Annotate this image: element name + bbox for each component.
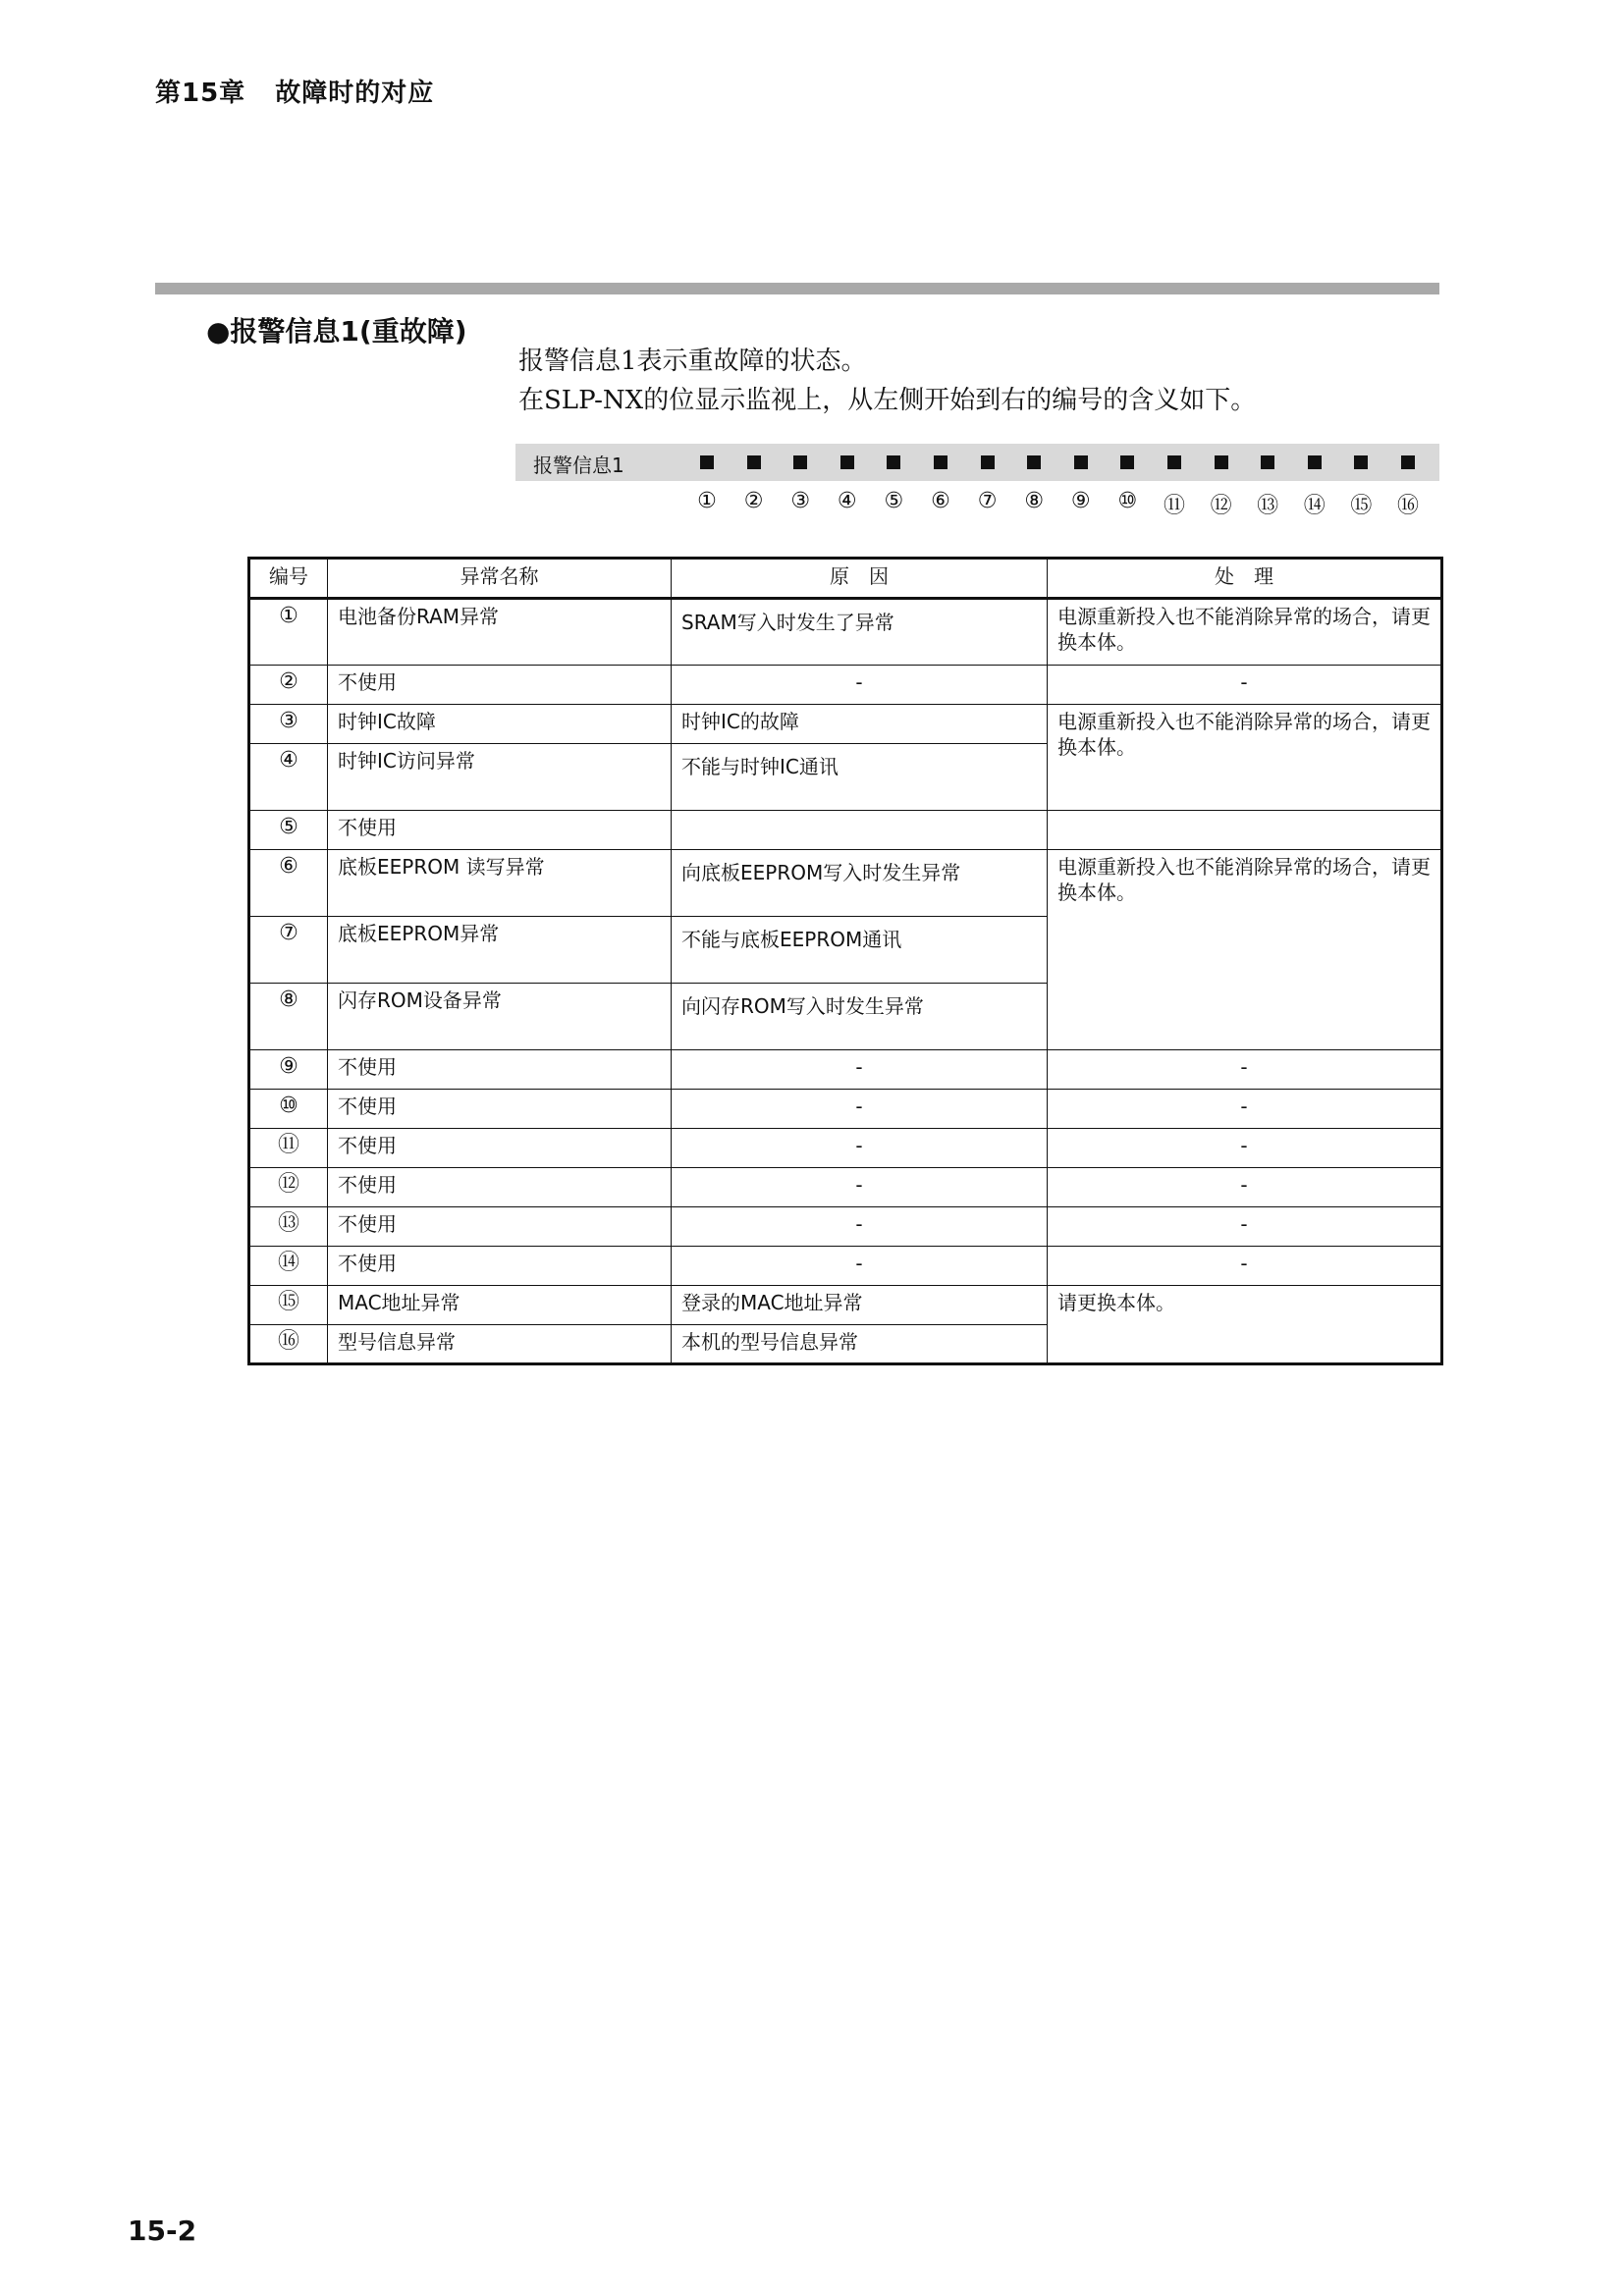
table-row: [249, 1168, 1442, 1207]
alarm-bit-number: ⑮: [1350, 494, 1373, 518]
alarm-bit-number: ⑤: [884, 489, 904, 513]
row-name: 不使用: [328, 666, 672, 705]
section-divider: [155, 283, 1439, 294]
row-name: 不使用: [328, 811, 672, 850]
row-number: ⑪: [249, 1129, 328, 1168]
alarm-bit-square: [1401, 455, 1415, 469]
alarm-bit-number: ⑫: [1210, 494, 1232, 518]
alarm-bit-number: ⑬: [1257, 494, 1279, 518]
row-action: 电源重新投入也不能消除异常的场合，请更换本体。: [1048, 599, 1442, 666]
row-name: 不使用: [328, 1129, 672, 1168]
alarm-bit-square: [1261, 455, 1274, 469]
alarm-bit-number: ⑧: [1024, 489, 1045, 513]
row-cause: -: [672, 1090, 1048, 1129]
header-action: 处 理: [1048, 559, 1442, 599]
row-cause: [672, 811, 1048, 850]
alarm-bit-square: [1167, 455, 1181, 469]
row-number: ⑦: [249, 917, 328, 984]
row-action: -: [1048, 1207, 1442, 1247]
alarm-bit-square: [1074, 455, 1088, 469]
table-row: [249, 599, 1442, 666]
row-cause: 向底板EEPROM写入时发生异常: [672, 850, 1048, 917]
row-name: 不使用: [328, 1207, 672, 1247]
row-name: 闪存ROM设备异常: [328, 984, 672, 1050]
row-name: 底板EEPROM 读写异常: [328, 850, 672, 917]
alarm-bit-number: ⑨: [1070, 489, 1091, 513]
row-number: ⑮: [249, 1286, 328, 1325]
row-name: 不使用: [328, 1168, 672, 1207]
table-row: [249, 1129, 1442, 1168]
row-number: ⑨: [249, 1050, 328, 1090]
row-cause: 本机的型号信息异常: [672, 1325, 1048, 1364]
row-name: 时钟IC访问异常: [328, 744, 672, 811]
row-cause: 不能与底板EEPROM通讯: [672, 917, 1048, 984]
row-action: 请更换本体。: [1048, 1286, 1442, 1364]
row-name: 不使用: [328, 1050, 672, 1090]
row-number: ⑫: [249, 1168, 328, 1207]
row-action: 电源重新投入也不能消除异常的场合，请更换本体。: [1048, 850, 1442, 1050]
row-cause: SRAM写入时发生了异常: [672, 599, 1048, 666]
alarm-bit-square: [1027, 455, 1041, 469]
alarm-bit-square: [981, 455, 995, 469]
section-title: ●报警信息1(重故障): [206, 315, 467, 347]
row-cause: -: [672, 1129, 1048, 1168]
row-cause: -: [672, 1050, 1048, 1090]
alarm-bit-square: [1308, 455, 1322, 469]
table-row: [249, 1247, 1442, 1286]
alarm-bit-square: [1354, 455, 1368, 469]
alarm-bit-square: [1120, 455, 1134, 469]
intro-line-2: 在SLP-NX的位显示监视上，从左侧开始到右的编号的含义如下。: [518, 386, 1257, 415]
row-cause: 向闪存ROM写入时发生异常: [672, 984, 1048, 1050]
row-number: ⑭: [249, 1247, 328, 1286]
row-number: ②: [249, 666, 328, 705]
row-action: [1048, 811, 1442, 850]
alarm-bar-label: 报警信息1: [533, 454, 624, 477]
row-number: ③: [249, 705, 328, 744]
row-action: -: [1048, 1090, 1442, 1129]
table-row: [249, 1286, 1442, 1325]
row-number: ①: [249, 599, 328, 666]
row-action: 电源重新投入也不能消除异常的场合，请更换本体。: [1048, 705, 1442, 811]
alarm-bit-bar: [515, 444, 1439, 481]
alarm-bit-square: [887, 455, 900, 469]
table-row: [249, 705, 1442, 744]
alarm-bit-square: [793, 455, 807, 469]
alarm-bit-number: ⑩: [1117, 489, 1138, 513]
section-intro: [518, 342, 1256, 420]
table-row: [249, 1050, 1442, 1090]
alarm-bit-square: [1215, 455, 1228, 469]
row-name: 不使用: [328, 1090, 672, 1129]
row-action: -: [1048, 1168, 1442, 1207]
header-name: 异常名称: [328, 559, 672, 599]
alarm-bit-square: [840, 455, 854, 469]
chapter-header: [155, 73, 434, 109]
row-number: ⑤: [249, 811, 328, 850]
alarm-bit-square: [747, 455, 761, 469]
row-name: 型号信息异常: [328, 1325, 672, 1364]
row-name: 时钟IC故障: [328, 705, 672, 744]
table-row: [249, 1207, 1442, 1247]
alarm-bit-number: ②: [743, 489, 764, 513]
row-number: ⑩: [249, 1090, 328, 1129]
row-number: ⑥: [249, 850, 328, 917]
row-cause: 登录的MAC地址异常: [672, 1286, 1048, 1325]
row-cause: -: [672, 666, 1048, 705]
row-action: -: [1048, 1129, 1442, 1168]
row-name: MAC地址异常: [328, 1286, 672, 1325]
row-action: -: [1048, 666, 1442, 705]
chapter-title: 故障时的对应: [275, 79, 435, 108]
row-cause: -: [672, 1207, 1048, 1247]
alarm-bit-number: ⑥: [931, 489, 950, 513]
alarm-bit-square: [934, 455, 947, 469]
intro-line-1: 报警信息1表示重故障的状态。: [518, 347, 867, 376]
alarm-bit-number: ⑪: [1163, 494, 1185, 518]
chapter-number: 第15章: [155, 79, 246, 108]
alarm-bit-number: ⑯: [1396, 494, 1419, 518]
alarm-bit-number: ⑭: [1303, 494, 1326, 518]
table-header-row: [249, 559, 1442, 599]
row-name: 底板EEPROM异常: [328, 917, 672, 984]
alarm-table: [247, 557, 1443, 1365]
table-row: [249, 850, 1442, 917]
row-number: ⑧: [249, 984, 328, 1050]
page-number: 15-2: [128, 2215, 197, 2247]
header-number: 编号: [249, 559, 328, 599]
row-number: ⑯: [249, 1325, 328, 1364]
row-cause: 时钟IC的故障: [672, 705, 1048, 744]
row-action: -: [1048, 1050, 1442, 1090]
header-cause: 原 因: [672, 559, 1048, 599]
table-row: [249, 1090, 1442, 1129]
row-cause: 不能与时钟IC通讯: [672, 744, 1048, 811]
alarm-bit-number: ④: [837, 489, 857, 513]
alarm-bit-number: ①: [697, 489, 717, 513]
row-name: 不使用: [328, 1247, 672, 1286]
table-row: [249, 811, 1442, 850]
table-row: [249, 666, 1442, 705]
alarm-bit-square: [700, 455, 714, 469]
row-name: 电池备份RAM异常: [328, 599, 672, 666]
row-action: -: [1048, 1247, 1442, 1286]
alarm-bit-number: ③: [790, 489, 811, 513]
alarm-bit-number: ⑦: [977, 489, 998, 513]
row-number: ⑬: [249, 1207, 328, 1247]
row-number: ④: [249, 744, 328, 811]
row-cause: -: [672, 1247, 1048, 1286]
row-cause: -: [672, 1168, 1048, 1207]
